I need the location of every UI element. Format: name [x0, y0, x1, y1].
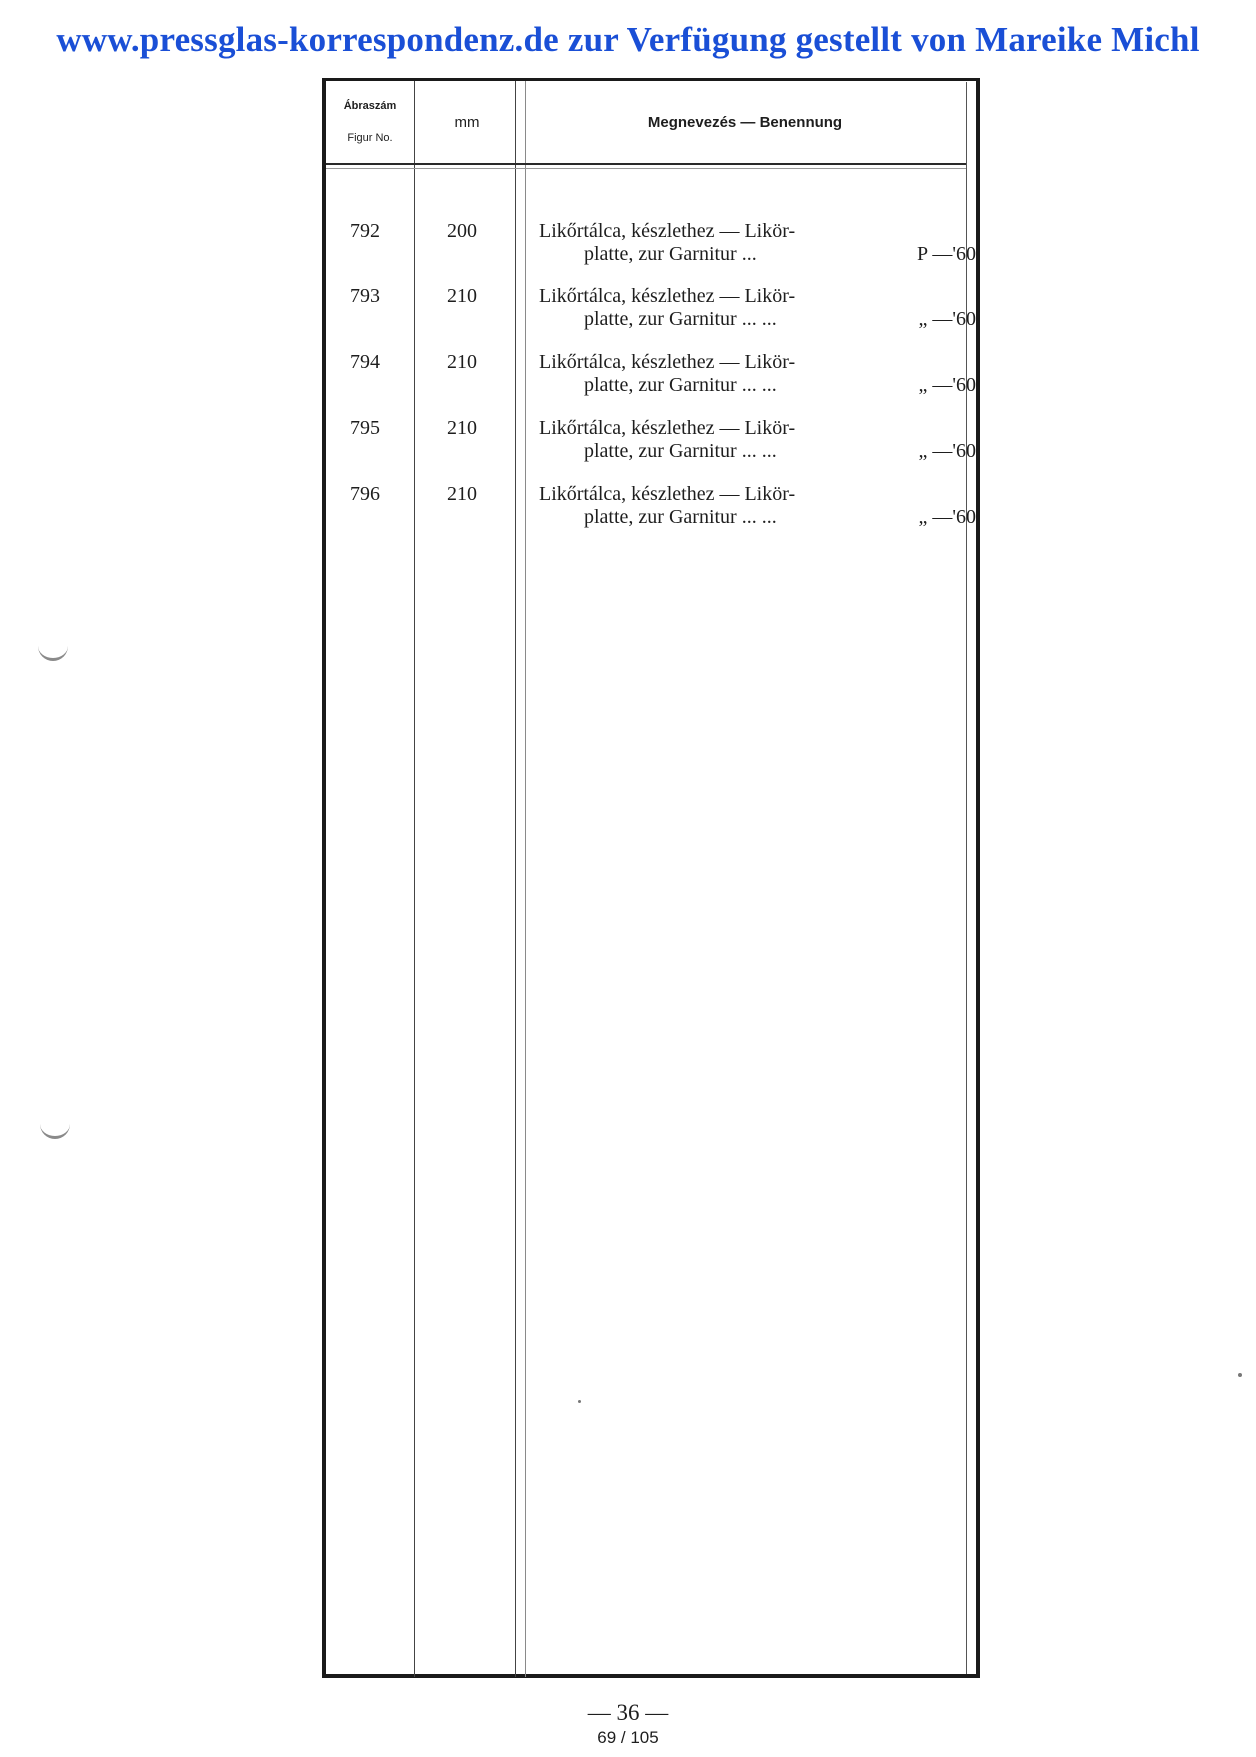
figure-number: 793 [350, 285, 380, 307]
description-line-1: Likőrtálca, készlethez — Likör- [539, 483, 796, 505]
description-line-2: platte, zur Garnitur ... ... [584, 308, 777, 330]
column-divider-mm [515, 81, 516, 1677]
description-line-1: Likőrtálca, készlethez — Likör- [539, 220, 796, 242]
figure-number: 796 [350, 483, 380, 505]
description-line-1: Likőrtálca, készlethez — Likör- [539, 417, 796, 439]
column-divider-figur [414, 81, 415, 1677]
header-figur-hu: Ábraszám [343, 100, 397, 112]
scan-speck [578, 1400, 581, 1403]
header-separator [326, 163, 966, 165]
figure-number: 795 [350, 417, 380, 439]
description-line-2: platte, zur Garnitur ... ... [584, 440, 777, 462]
header-separator-thin [326, 168, 966, 169]
price: P —'60 [917, 243, 976, 265]
size-mm: 210 [447, 285, 477, 307]
size-mm: 200 [447, 220, 477, 242]
description-line-2: platte, zur Garnitur ... ... [584, 506, 777, 528]
price: „ —'60 [918, 308, 976, 330]
description-line-1: Likőrtálca, készlethez — Likör- [539, 285, 796, 307]
figure-number: 792 [350, 220, 380, 242]
description-line-2: platte, zur Garnitur ... [584, 243, 757, 265]
punch-hole-mark [40, 1118, 70, 1139]
price: „ —'60 [918, 440, 976, 462]
page-number: — 36 — [587, 1700, 669, 1725]
column-divider-mm-inner [525, 81, 526, 1677]
size-mm: 210 [447, 483, 477, 505]
size-mm: 210 [447, 417, 477, 439]
header-figur-de: Figur No. [347, 132, 393, 144]
watermark-link[interactable]: www.pressglas-korrespondenz.de zur Verfügung gestellt von Mareike Michl [56, 20, 1200, 59]
price: „ —'60 [918, 374, 976, 396]
description-line-1: Likőrtálca, készlethez — Likör- [539, 351, 796, 373]
page-count: 69 / 105 [597, 1728, 659, 1747]
figure-number: 794 [350, 351, 380, 373]
punch-hole-mark [38, 640, 68, 661]
scan-speck [1238, 1373, 1242, 1377]
description-line-2: platte, zur Garnitur ... ... [584, 374, 777, 396]
header-mm: mm [454, 114, 480, 131]
size-mm: 210 [447, 351, 477, 373]
header-name: Megnevezés — Benennung [647, 114, 843, 131]
price: „ —'60 [918, 506, 976, 528]
